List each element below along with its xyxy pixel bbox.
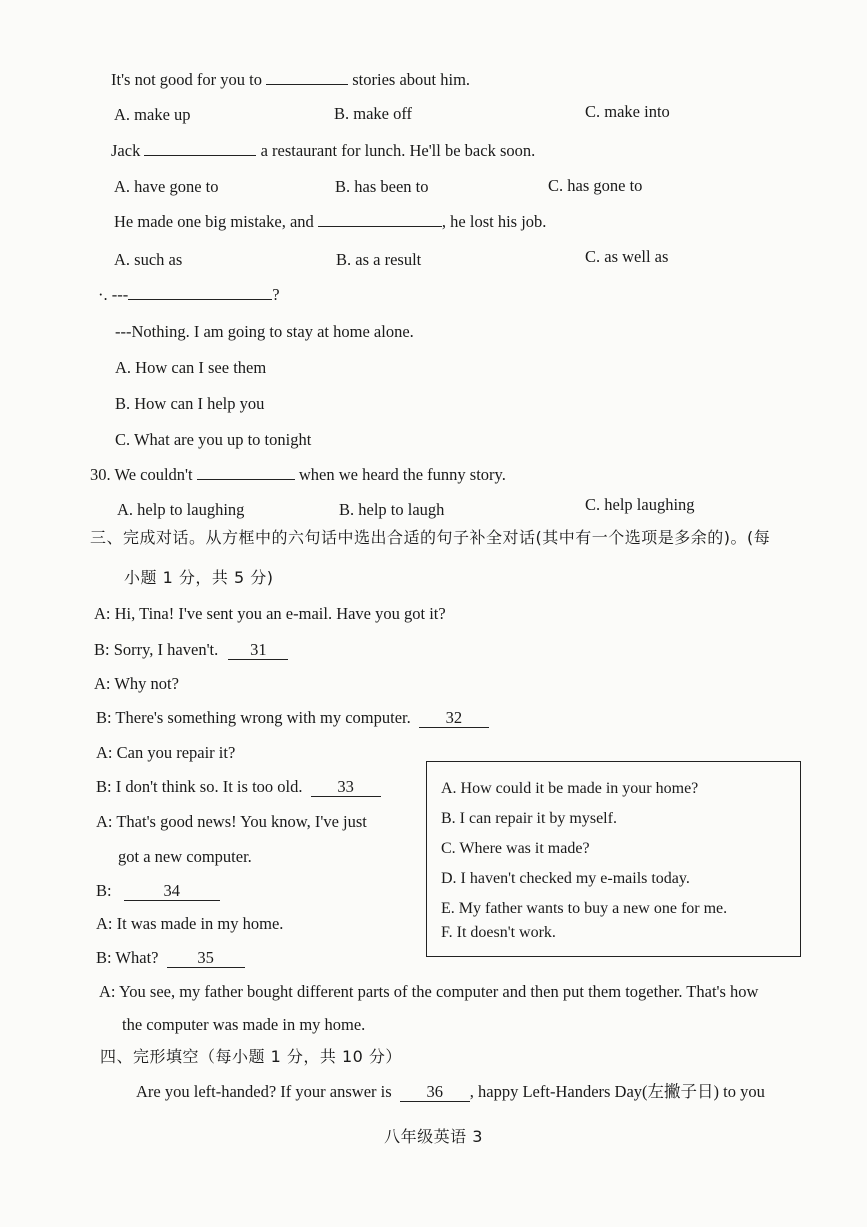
q30-option-b: B. help to laugh — [339, 500, 445, 519]
cloze-text-start: Are you left-handed? If your answer is — [136, 1082, 392, 1101]
cloze-first-line — [136, 1082, 765, 1102]
q28-stem-start: He made one big mistake, and — [114, 212, 314, 231]
dialogue-line-2 — [94, 640, 288, 660]
q29-blank — [128, 285, 272, 300]
q27-stem-end: a restaurant for lunch. He'll be back soon. — [260, 141, 536, 160]
dialogue-line-6 — [96, 777, 381, 797]
page-footer: 八年级英语 3 — [384, 1127, 483, 1146]
q30-stem-end: when we heard the funny story. — [298, 465, 506, 484]
q26-stem-start: It's not good for you to — [111, 70, 263, 89]
box-option-a: A. How could it be made in your home? — [441, 780, 699, 797]
box-option-e: E. My father wants to buy a new one for me. — [441, 900, 728, 917]
dialogue-text: B: There's something wrong with my computer. — [96, 708, 411, 727]
q27-blank — [144, 141, 256, 156]
q29-option-a: A. How can I see them — [115, 358, 267, 377]
dialogue-line-7: A: That's good news! You know, I've just — [96, 812, 367, 831]
q28-option-c: C. as well as — [585, 247, 669, 266]
q27-option-a: A. have gone to — [114, 177, 219, 196]
blank-34: 34 — [124, 882, 220, 901]
section-4-title: 四、完形填空（每小题 1 分，共 10 分） — [100, 1047, 402, 1066]
q26-option-a: A. make up — [114, 105, 191, 124]
q26-option-b: B. make off — [334, 104, 413, 123]
q29-end: ? — [272, 285, 280, 304]
blank-36: 36 — [400, 1083, 470, 1102]
question-30 — [90, 465, 506, 485]
dialogue-line-3: A: Why not? — [94, 674, 179, 693]
box-option-b: B. I can repair it by myself. — [441, 810, 617, 827]
q28-stem-end: , he lost his job. — [441, 212, 547, 231]
q26-blank — [266, 70, 348, 85]
dialogue-line-11 — [96, 948, 245, 968]
q29-option-b: B. How can I help you — [115, 394, 265, 413]
q27-stem-start: Jack — [111, 141, 141, 160]
dialogue-line-4 — [96, 708, 489, 728]
question-26 — [111, 70, 470, 90]
q30-stem-start: 30. We couldn't — [90, 465, 193, 484]
q29-reply: ---Nothing. I am going to stay at home alone. — [115, 322, 414, 341]
dialogue-text: B: — [96, 881, 112, 900]
q30-option-c: C. help laughing — [585, 495, 695, 514]
dialogue-line-8: got a new computer. — [118, 847, 252, 866]
dialogue-line-1: A: Hi, Tina! I've sent you an e-mail. Have you got it? — [94, 604, 446, 623]
dialogue-line-12: A: You see, my father bought different parts of the computer and then put them together. That's how — [99, 982, 759, 1001]
dialogue-text: B: Sorry, I haven't. — [94, 640, 219, 659]
blank-35: 35 — [167, 949, 245, 968]
box-option-c: C. Where was it made? — [441, 840, 590, 857]
q28-blank — [318, 212, 442, 227]
blank-32: 32 — [419, 709, 489, 728]
q30-option-a: A. help to laughing — [117, 500, 245, 519]
dialogue-line-5: A: Can you repair it? — [96, 743, 236, 762]
options-box — [426, 761, 801, 957]
q29-option-c: C. What are you up to tonight — [115, 430, 312, 449]
blank-31: 31 — [228, 641, 288, 660]
section-3-title-cont: 小题 1 分，共 5 分) — [124, 568, 274, 587]
q26-option-c: C. make into — [585, 102, 670, 121]
q30-blank — [197, 465, 295, 480]
dialogue-line-9 — [96, 881, 220, 901]
q27-option-c: C. has gone to — [548, 176, 643, 195]
q28-option-a: A. such as — [114, 250, 183, 269]
q29-prefix: ·. --- — [98, 285, 129, 304]
section-3-title: 三、完成对话。从方框中的六句话中选出合适的句子补全对话(其中有一个选项是多余的)。(每 — [90, 528, 771, 547]
box-option-d: D. I haven't checked my e-mails today. — [441, 870, 690, 887]
box-option-f: F. It doesn't work. — [441, 924, 556, 941]
cloze-text-end: , happy Left-Handers Day(左撇子日) to you — [469, 1082, 765, 1101]
question-29 — [98, 285, 280, 305]
q28-option-b: B. as a result — [336, 250, 422, 269]
dialogue-text: B: I don't think so. It is too old. — [96, 777, 303, 796]
dialogue-text: B: What? — [96, 948, 159, 967]
blank-33: 33 — [311, 778, 381, 797]
question-27 — [111, 141, 535, 161]
dialogue-line-13: the computer was made in my home. — [122, 1015, 366, 1034]
q27-option-b: B. has been to — [335, 177, 429, 196]
dialogue-line-10: A: It was made in my home. — [96, 914, 284, 933]
q26-stem-end: stories about him. — [352, 70, 471, 89]
question-28 — [114, 212, 546, 232]
